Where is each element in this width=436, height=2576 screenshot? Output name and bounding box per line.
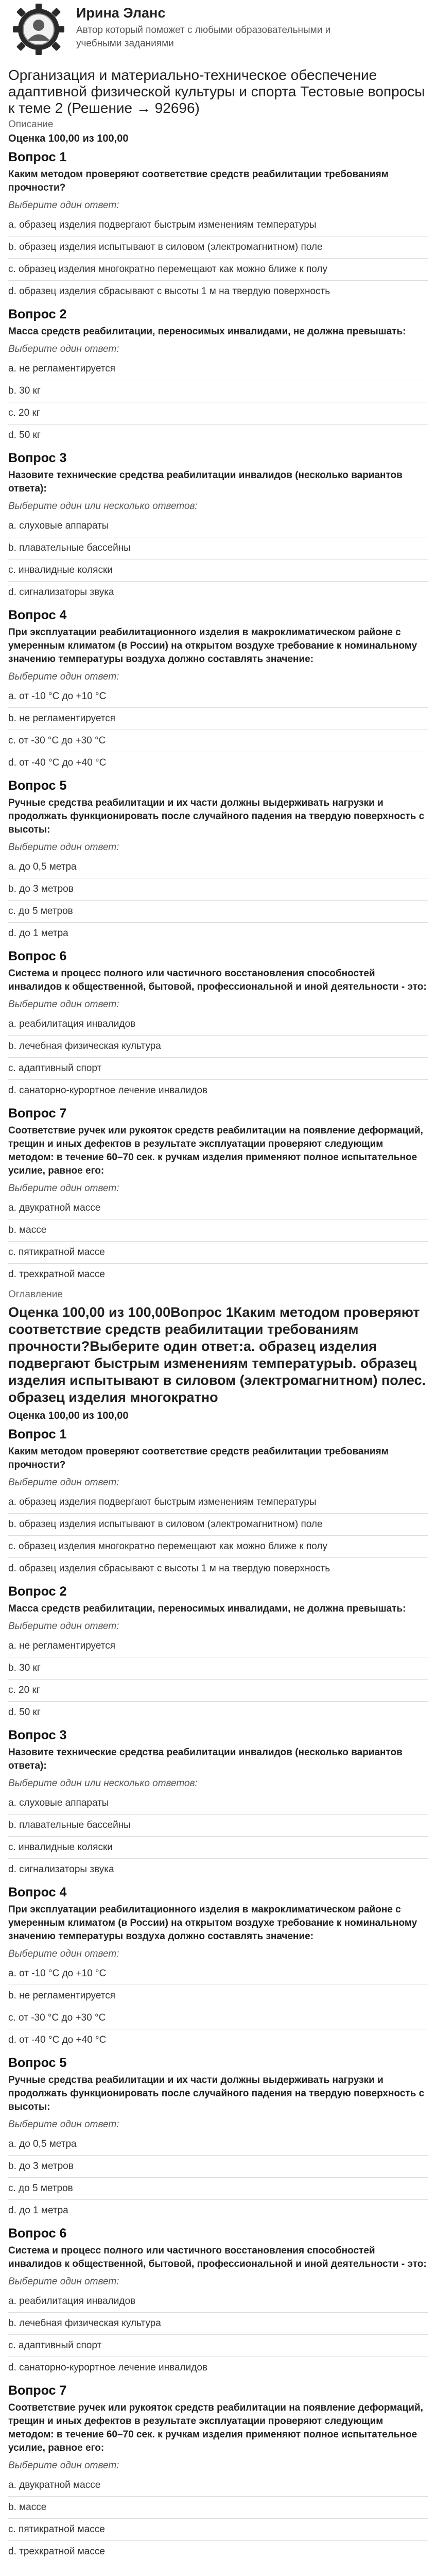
question-block — [8, 1106, 428, 1285]
answer-option: b. 30 кг — [8, 380, 428, 402]
answer-option: c. образец изделия многократно перемещают как можно ближе к полу — [8, 1536, 428, 1558]
answer-option: d. трехкратной массе — [8, 1269, 105, 1280]
question-block — [8, 607, 428, 774]
answer-option: d. санаторно-курортное лечение инвалидов — [8, 1085, 207, 1096]
answer-options — [8, 1013, 428, 1101]
question-text: Ручные средства реабилитации и их части должны выдерживать нагрузки и продолжать функционировать после случайного падения на твердую поверхность с высоты: — [8, 2075, 425, 2112]
author-subtitle: Автор который поможет с любыми образовательными и учебными заданиями — [76, 25, 331, 49]
avatar-gear-icon — [10, 2, 67, 57]
answer-option: a. образец изделия подвергают быстрым изменениям температуры — [8, 214, 428, 236]
answer-option: b. плавательные бассейны — [8, 1815, 428, 1837]
answer-option: c. до 5 метров — [8, 2178, 428, 2200]
answer-option: b. не регламентируется — [8, 708, 428, 730]
answer-hint: Выберите один ответ: — [8, 2276, 119, 2287]
question-block — [8, 778, 428, 944]
answer-options — [8, 358, 428, 446]
question-block — [8, 450, 428, 603]
questions-list-repeat — [8, 1427, 428, 2563]
answer-option: c. инвалидные коляски — [8, 560, 428, 582]
answer-options — [8, 2133, 428, 2222]
answer-option: c. до 5 метров — [8, 901, 428, 923]
answer-options — [8, 1635, 428, 1723]
question-block — [8, 2055, 428, 2222]
question-text: При эксплуатации реабилитационного изделия в макроклиматическом районе с умеренным климатом (в России) на открытом воздухе требование к номинальному значению температуры воздуха должно составлять значение: — [8, 1904, 417, 1942]
answer-option: c. 20 кг — [8, 1680, 428, 1702]
answer-options — [8, 2291, 428, 2379]
author-header — [8, 0, 428, 61]
question-number: Вопрос 2 — [8, 307, 67, 321]
answer-options — [8, 515, 428, 603]
answer-option: c. образец изделия многократно перемещают как можно ближе к полу — [8, 259, 428, 281]
answer-options — [8, 1792, 428, 1880]
question-text: Каким методом проверяют соответствие средств реабилитации требованиям прочности? — [8, 1446, 389, 1470]
question-number: Вопрос 3 — [8, 1728, 67, 1742]
question-block — [8, 948, 428, 1101]
answer-option: a. до 0,5 метра — [8, 856, 428, 878]
answer-option: b. до 3 метров — [8, 2156, 428, 2178]
answer-options — [8, 1197, 428, 1285]
question-number: Вопрос 5 — [8, 778, 67, 793]
answer-option: d. сигнализаторы звука — [8, 1864, 114, 1875]
question-text: Соответствие ручек или рукояток средств реабилитации на появление деформаций, трещин и иных дефектов в результате эксплуатации проверяют следующим методом: в течение 60–70 сек. к ручкам изделия применяют полное испытательное усилие, равное его: — [8, 2402, 423, 2453]
question-number: Вопрос 1 — [8, 150, 67, 164]
answer-option: d. 50 кг — [8, 430, 41, 440]
question-block — [8, 307, 428, 446]
answer-option: d. образец изделия сбрасывают с высоты 1 м на твердую поверхность — [8, 286, 330, 297]
answer-option: b. плавательные бассейны — [8, 537, 428, 560]
avatar[interactable] — [8, 2, 69, 57]
answer-option: b. не регламентируется — [8, 1985, 428, 2007]
answer-option: b. 30 кг — [8, 1657, 428, 1680]
question-text: Система и процесс полного или частичного восстановления способностей инвалидов к общественной, бытовой, профессиональной и иной деятельности - это: — [8, 968, 427, 992]
summary-text: Оценка 100,00 из 100,00Вопрос 1Каким методом проверяют соответствие средств реабилитации требованиям прочности?Выберите один ответ:a. образец изделия подвергают быстрым изменениям температурыb. образец изделия испытывают в силовом (электромагнитном) полес. образец изделия многократно — [8, 1304, 426, 1405]
question-block — [8, 1584, 428, 1723]
answer-hint: Выберите один ответ: — [8, 200, 119, 211]
answer-option: d. от -40 °С до +40 °С — [8, 757, 107, 768]
answer-option: a. образец изделия подвергают быстрым изменениям температуры — [8, 1492, 428, 1514]
answer-option: c. инвалидные коляски — [8, 1837, 428, 1859]
question-number: Вопрос 1 — [8, 1427, 67, 1442]
answer-option: a. от -10 °С до +10 °С — [8, 686, 428, 708]
question-block — [8, 1885, 428, 2051]
answer-option: b. массе — [8, 1219, 428, 1242]
answer-option: b. образец изделия испытывают в силовом (электромагнитном) поле — [8, 1514, 428, 1536]
answer-options — [8, 856, 428, 944]
answer-hint: Выберите один ответ: — [8, 2460, 119, 2471]
answer-option: d. до 1 метра — [8, 2205, 68, 2216]
answer-hint: Выберите один ответ: — [8, 1948, 119, 1959]
page-title: Организация и материально-техническое обеспечение адаптивной физической культуры и спорта Тестовые вопросы к теме 2 (Решение → 92696) — [8, 67, 425, 116]
question-text: При эксплуатации реабилитационного изделия в макроклиматическом районе с умеренным климатом (в России) на открытом воздухе требование к номинальному значению температуры воздуха должно составлять значение: — [8, 627, 417, 665]
answer-option: a. не регламентируется — [8, 1635, 428, 1657]
answer-option: d. сигнализаторы звука — [8, 587, 114, 598]
answer-option: a. двукратной массе — [8, 2475, 428, 2497]
answer-options — [8, 2475, 428, 2563]
answer-hint: Выберите один ответ: — [8, 344, 119, 354]
answer-option: d. образец изделия сбрасывают с высоты 1 м на твердую поверхность — [8, 1563, 330, 1574]
question-text: Ручные средства реабилитации и их части должны выдерживать нагрузки и продолжать функционировать после случайного падения на твердую поверхность с высоты: — [8, 798, 425, 835]
answer-hint: Выберите один ответ: — [8, 1183, 119, 1194]
answer-options — [8, 1492, 428, 1580]
answer-option: d. трехкратной массе — [8, 2546, 105, 2557]
score: Оценка 100,00 из 100,00 — [8, 133, 129, 144]
answer-option: b. массе — [8, 2497, 428, 2519]
answer-option: a. до 0,5 метра — [8, 2133, 428, 2156]
answer-options — [8, 214, 428, 302]
answer-hint: Выберите один ответ: — [8, 1477, 119, 1488]
question-block — [8, 2383, 428, 2563]
answer-hint: Выберите один или несколько ответов: — [8, 1778, 198, 1789]
answer-option: d. до 1 метра — [8, 928, 68, 939]
question-block — [8, 1727, 428, 1880]
answer-option: d. от -40 °С до +40 °С — [8, 2035, 107, 2045]
answer-option: c. пятикратной массе — [8, 1242, 428, 1264]
questions-list — [8, 149, 428, 1285]
description-label: Описание — [8, 119, 54, 130]
answer-option: c. от -30 °С до +30 °С — [8, 730, 428, 752]
question-number: Вопрос 7 — [8, 2383, 67, 2398]
answer-option: c. адаптивный спорт — [8, 2335, 428, 2357]
answer-option: c. 20 кг — [8, 402, 428, 425]
answer-option: d. 50 кг — [8, 1707, 41, 1718]
question-text: Соответствие ручек или рукояток средств реабилитации на появление деформаций, трещин и иных дефектов в результате эксплуатации проверяют следующим методом: в течение 60–70 сек. к ручкам изделия применяют полное испытательное усилие, равное его: — [8, 1125, 423, 1176]
answer-hint: Выберите один ответ: — [8, 1621, 119, 1632]
answer-option: c. адаптивный спорт — [8, 1058, 428, 1080]
question-number: Вопрос 6 — [8, 949, 67, 963]
answer-option: a. слуховые аппараты — [8, 515, 428, 537]
question-number: Вопрос 4 — [8, 1885, 67, 1900]
question-number: Вопрос 6 — [8, 2226, 67, 2241]
answer-option: a. слуховые аппараты — [8, 1792, 428, 1815]
author-name[interactable]: Ирина Эланс — [76, 5, 166, 21]
question-text: Масса средств реабилитации, переносимых инвалидами, не должна превышать: — [8, 1603, 406, 1614]
answer-hint: Выберите один ответ: — [8, 999, 119, 1010]
question-text: Назовите технические средства реабилитации инвалидов (несколько вариантов ответа): — [8, 470, 403, 494]
question-text: Каким методом проверяют соответствие средств реабилитации требованиям прочности? — [8, 169, 389, 193]
answer-option: b. образец изделия испытывают в силовом (электромагнитном) поле — [8, 236, 428, 259]
answer-option: d. санаторно-курортное лечение инвалидов — [8, 2362, 207, 2373]
question-block — [8, 149, 428, 302]
toc-label: Оглавление — [8, 1289, 63, 1300]
answer-options — [8, 1963, 428, 2051]
answer-option: a. реабилитация инвалидов — [8, 2291, 428, 2313]
answer-hint: Выберите один или несколько ответов: — [8, 501, 198, 512]
answer-option: b. лечебная физическая культура — [8, 2313, 428, 2335]
question-text: Система и процесс полного или частичного восстановления способностей инвалидов к общественной, бытовой, профессиональной и иной деятельности - это: — [8, 2245, 427, 2269]
question-block — [8, 1427, 428, 1580]
answer-hint: Выберите один ответ: — [8, 671, 119, 682]
answer-options — [8, 686, 428, 774]
answer-option: c. от -30 °С до +30 °С — [8, 2007, 428, 2029]
question-number: Вопрос 3 — [8, 451, 67, 465]
answer-option: a. реабилитация инвалидов — [8, 1013, 428, 1036]
question-number: Вопрос 5 — [8, 2056, 67, 2070]
question-number: Вопрос 4 — [8, 608, 67, 622]
score-repeat: Оценка 100,00 из 100,00 — [8, 1410, 129, 1421]
answer-option: b. до 3 метров — [8, 878, 428, 901]
answer-option: c. пятикратной массе — [8, 2519, 428, 2541]
answer-hint: Выберите один ответ: — [8, 842, 119, 853]
question-number: Вопрос 2 — [8, 1584, 67, 1599]
question-text: Назовите технические средства реабилитации инвалидов (несколько вариантов ответа): — [8, 1747, 403, 1771]
answer-option: a. двукратной массе — [8, 1197, 428, 1219]
answer-option: a. от -10 °С до +10 °С — [8, 1963, 428, 1985]
answer-hint: Выберите один ответ: — [8, 2119, 119, 2130]
question-block — [8, 2226, 428, 2379]
answer-option: b. лечебная физическая культура — [8, 1036, 428, 1058]
answer-option: a. не регламентируется — [8, 358, 428, 380]
question-text: Масса средств реабилитации, переносимых инвалидами, не должна превышать: — [8, 326, 406, 337]
question-number: Вопрос 7 — [8, 1106, 67, 1121]
